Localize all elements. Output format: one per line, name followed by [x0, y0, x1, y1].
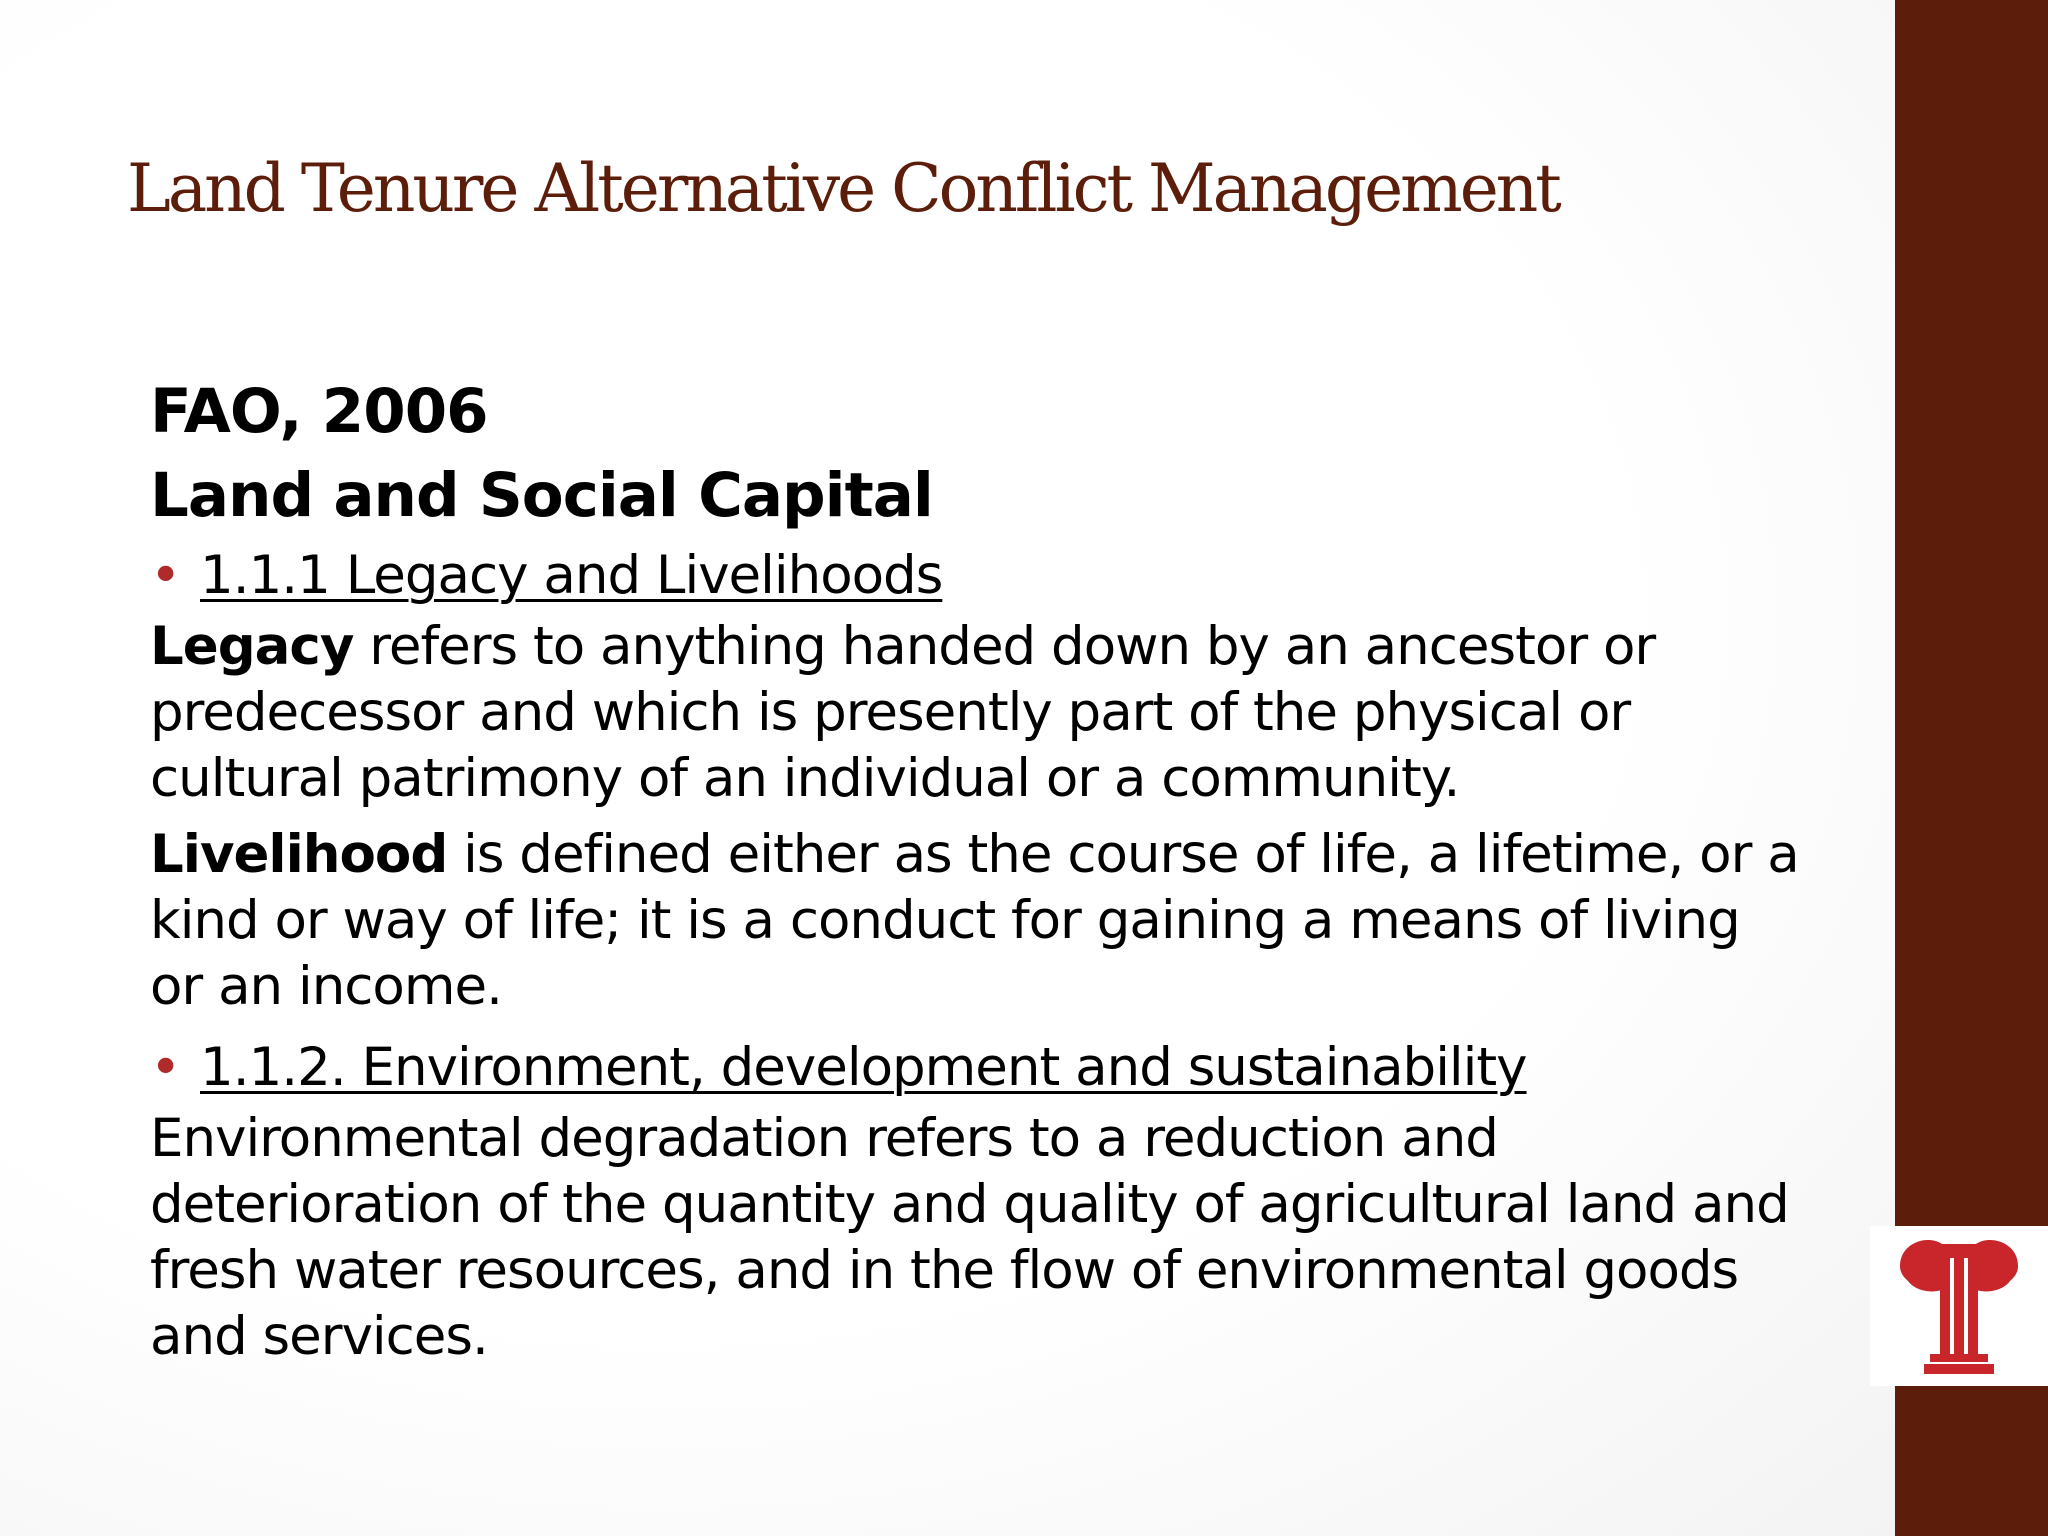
definition-text: Environmental degradation refers to a reduction and deterioration of the quantity and quality of agricultural land and fresh water resources, and in the flow of environmental goods and services.	[150, 1108, 1789, 1367]
definition-paragraph	[150, 822, 1800, 1020]
pillar-logo-icon	[1870, 1226, 2048, 1386]
logo	[1870, 1226, 2048, 1386]
bullet-item-environment	[150, 1030, 1800, 1106]
section-heading: 1.1.1 Legacy and Livelihoods	[200, 545, 943, 606]
definition-text: refers to anything handed down by an ancestor or predecessor and which is presently part of the physical or cultural patrimony of an individual or a community.	[150, 616, 1656, 809]
slide-title: Land Tenure Alternative Conflict Management	[127, 150, 1559, 227]
defined-term: Livelihood	[150, 824, 448, 885]
defined-term: Legacy	[150, 616, 354, 677]
bullet-icon: •	[150, 545, 181, 606]
section-heading: 1.1.2. Environment, development and sustainability	[200, 1037, 1527, 1098]
definition-paragraph	[150, 1106, 1800, 1370]
subtitle-heading: Land and Social Capital	[150, 460, 933, 531]
definition-paragraph	[150, 614, 1800, 812]
slide-content	[150, 370, 1800, 1380]
bullet-item-legacy-livelihoods	[150, 538, 1800, 614]
bullet-icon: •	[150, 1037, 181, 1098]
source-heading: FAO, 2006	[150, 376, 488, 447]
definition-text: is defined either as the course of life, a lifetime, or a kind or way of life; it is a conduct for gaining a means of living or an income.	[150, 824, 1799, 1017]
